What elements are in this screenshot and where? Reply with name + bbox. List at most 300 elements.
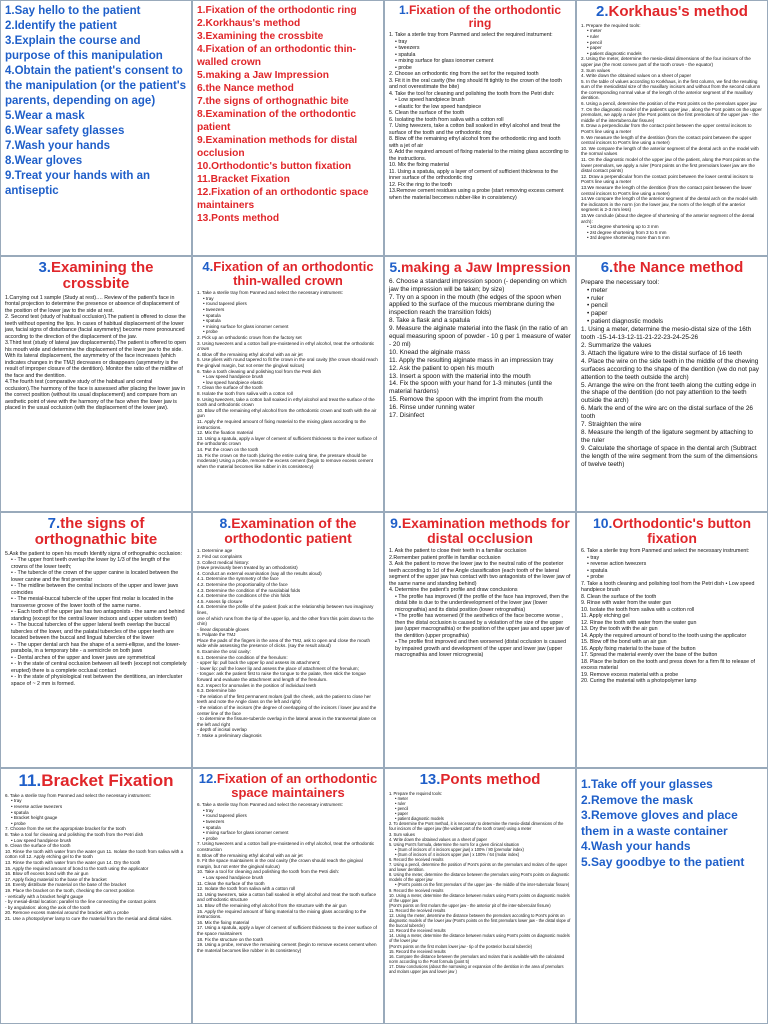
step-line: 9. Record the received results (389, 887, 444, 893)
step-line: 8. Clean the surface of the tooth (581, 593, 657, 600)
list-item (5, 19, 187, 34)
step-line: • patient diagnostic models (587, 318, 664, 326)
list-item (5, 124, 187, 139)
step-line: 19. Remove excess material with a probe (581, 671, 679, 678)
step-line: 15.We conclude (about the degree of shortening of the anterior segment of the dental arch): (581, 212, 755, 224)
step-line: 9. Measure the alginate material into the flask (in the ratio of an equal measuring spoon of powder - 10 g per 1 measure of water - 20 ml) (389, 325, 571, 348)
section-steps (5, 551, 187, 688)
step-line: 11. Apply the resulting alginate mass in an impression tray (389, 356, 554, 364)
list-item (5, 169, 187, 199)
step-line: 21. Use a photopolymer lamp to cure the material from the mesial and distal sides. (5, 915, 173, 921)
step-line: • The profile has worsened (if the aesthetics of the face become worse , then the distal occlusion is caused by a violation of the size of the upper jaw (upper macrognathia) or the position of the upper jaw and upper jaw of the dentition (upper prognathia) (395, 613, 570, 639)
step-line: 5. In the table of values according to Korkhaus, in the first column, we find the resulting sum of the mesiodistal size of the maxillary incisors and without from the second column the corresponding normal value of the length of the anterior segment of the maxillary dentition. (581, 78, 761, 101)
step-line: • probe (203, 329, 218, 335)
step-line: 3. Using tweezers and a cotton ball pre-moistened in ethyl alcohol, treat the orthodontic crown (197, 340, 375, 352)
step-line: 3. Sum values (389, 831, 415, 837)
cell-ponts-method (384, 768, 576, 1024)
item-number: 9. (5, 170, 15, 182)
step-line: 16. Blow off excess bond with the air gun (5, 871, 89, 877)
step-line: • - The upper front teeth overlap the lower by 1/3 of the length of the crowns of the lower teeth; (11, 557, 170, 570)
step-line: 15. Remove the spoon with the imprint from the mouth (389, 396, 543, 404)
step-line: 6. Examine the oral cavity: (197, 649, 251, 655)
step-line: - upper lip: pull back the upper lip and assess its attachment; (197, 660, 321, 666)
step-line: 7. Straighten the wire (581, 421, 642, 429)
step-line: 11. Apply the required amount of fixing material to the mixing glass according to the instructions. (197, 418, 366, 430)
step-line: • - Each tooth of the upper jaw has two antagonists - the same and behind standing (except for the central lower incisors and upper wisdom teeth) (11, 609, 185, 622)
step-line: 17. Draw conclusions (about the narrowing or expansion of the dentition in the area of premolars and molars upper jaw and lower jaw ) (389, 963, 564, 975)
step-line: 2. Summarize the values (581, 342, 652, 349)
list-item (197, 108, 379, 134)
step-line: Place the pads of the fingers in the area of the TMJ, ask to open and close the mouth wide while assessing the presence of clicks. (say the result aloud) (197, 637, 371, 649)
step-line: 6. Using a pencil, determine the position of the Pont points on the premolars upper jaw (581, 101, 757, 107)
item-text: Explain the course and purpose of this manipulation (5, 35, 163, 62)
step-line: 5. Arrange the wire on the front teeth along the cutting edge in the shape of the dentition (do not pay attention to the teeth outside the arch) (581, 381, 757, 405)
step-line: 6.1. Determine the condition of the frenulum: (197, 654, 288, 660)
step-line: • tray (11, 798, 22, 804)
section-steps (197, 290, 379, 469)
step-line: 6. Choose a standard impression spoon (- depending on which jaw the impression will be taken; by size) (389, 277, 567, 293)
step-line: • The profile has improved (if the profile of the face has improved, then the distal bite is due to the underdevelopment of the lower jaw (lower micrognathia) and its distal position (lower retrognathia) (395, 593, 569, 613)
step-line: 4.2. Determine the proportionality of the face (197, 581, 288, 587)
step-line: 8. Take a tool for cleaning and polishing the tooth from the Petri dish (5, 832, 144, 837)
step-line: • reverse active tweezers (11, 804, 63, 810)
section-steps (581, 279, 763, 469)
step-line: 1. Ask the patient to close their teeth in a familiar occlusion (389, 548, 527, 555)
section-title: 2.Korkhaus's method (596, 3, 748, 20)
step-line: • - The buccal tubercles of the upper lateral teeth overlap the buccal tubercles of the lower, and the palatal tubercles of the upper teeth are located between the buccal and lingual tubercles of the lower (11, 622, 174, 641)
item-number: 9. (197, 135, 206, 146)
step-line: • Low speed handpiece brush (203, 875, 264, 880)
step-line: 6. Take a sterile tray from Panmed and select the necessary instrument: (581, 548, 750, 555)
step-line: 2. Second test (study of habitual occlusion).The patient is offered to close the teeth without opening the lips. In cases of habitual displacement of the lower jaw, facial signs of disturbance (facial asymmetry) become more pronounced according to the direction of the displacement of the jaw. (5, 314, 186, 340)
item-text: Fixation of an orthodontic space maintainers (197, 187, 369, 211)
step-line: 13. Dry the tooth with the air gun (581, 626, 658, 633)
section-title: 5.making a Jaw Impression (389, 259, 571, 275)
item-text: Fixation of the orthodontic ring (205, 5, 357, 16)
step-line: • mixing surface for glass ionomer cement (395, 58, 494, 65)
step-line: 6. Take a sterile tray from Panmed and select the necessary instrument: (197, 802, 343, 808)
section-steps (389, 548, 571, 659)
step-line: • - In the state of central occlusion between all teeth (except not completely erupted) there is a complete occlusal contact (11, 661, 187, 674)
step-line: 1. Take a sterile tray from Panmed and select the necessary instrument: (197, 290, 343, 296)
step-line: - tongue: ask the patient first to raise the tongue to the palate, then stick the tongue forward and evaluate the attachment and length of the frenulum. (197, 671, 366, 683)
list-item (581, 808, 763, 839)
step-line: Prepare the necessary tool: (581, 278, 660, 286)
cell-jaw-impression (384, 256, 576, 512)
step-line: 13. Using tweezers, take a cotton ball soaked in ethyl alcohol and treat the tooth surface and orthodontic structure (197, 891, 377, 903)
step-line: • pencil (587, 302, 608, 310)
step-line: 5. Palpate the TMJ (197, 632, 236, 638)
step-line: 1. Determine age (197, 548, 233, 554)
section-steps (389, 791, 571, 974)
cell-orthodontic-patient-exam (192, 512, 384, 768)
step-line: 10. Knead the alginate mass (389, 348, 471, 356)
step-line: 9. Clean the surface of the tooth (5, 843, 71, 849)
list-item (197, 30, 379, 43)
step-line: 4.6. Determine the profile of the patient (look at the relationship between two imaginary lines, (197, 604, 374, 615)
item-text: Wear a mask (14, 110, 85, 122)
step-line: 17. Disinfect (389, 412, 425, 420)
item-text: Wash your hands (591, 839, 691, 853)
step-line: • ruler (395, 800, 406, 806)
section-steps (581, 23, 763, 241)
step-line: - lower lip: pull the lower lip and assess the place of attachment of the frenulum; (197, 665, 359, 671)
list-item (197, 134, 379, 160)
list-item (5, 64, 187, 109)
list-item (581, 855, 763, 871)
item-text: Identify the patient (14, 20, 117, 32)
item-number: 5. (5, 110, 15, 122)
step-line: • (Pont's points on the first premolars of the upper jaw - the middle of the inter-tubercular fissure) (395, 882, 570, 888)
closing-steps-list (581, 777, 763, 870)
list-item (5, 154, 187, 169)
step-line: • - Dental arches of the upper and lower jaws are symmetrical (11, 654, 156, 661)
step-line: • tweezers (203, 819, 225, 825)
step-line: 7. Try on a spoon in the mouth (the edges of the spoon when applied to the surface of the mucous membrane during the inspection reach the transition folds) (389, 293, 562, 317)
step-line: 6. Isolating the tooth from saliva with a cotton roll (389, 116, 504, 123)
list-item (197, 160, 379, 173)
cell-orthodontic-ring (384, 0, 576, 256)
step-line: 9. Rinse with water from the water gun (581, 600, 672, 607)
step-line: 14. Using a meter, determine the distance between molars using Pont's points on diagnostic models of the lower jaw (389, 933, 570, 944)
step-line: 2. To determine the Pont method, it is necessary to determine the mesio-distal dimensions of the four incisors of the upper jaw (the widest part of the tooth crown) using a meter (389, 821, 564, 832)
step-line: 20. Remove excess material around the bracket with a probe (5, 910, 129, 916)
item-number: 2. (581, 792, 592, 807)
step-line: • - The midline between the central incisors of the upper and lower jaws coincides (11, 583, 179, 596)
section-steps (197, 548, 379, 738)
step-line: 15. Fix the crown on the tooth (during the entire curing time, the pressure should be moderate) Using a probe, remove the excess cement (begin to remove excess cement when the material becomes like rubber in its consistency) (197, 452, 373, 469)
list-item (197, 186, 379, 212)
item-text: the Nance method (205, 83, 294, 94)
step-line: • tweezers (203, 307, 225, 313)
step-line: • spatula (587, 567, 608, 574)
step-line: 16. Mix the fixing material (197, 919, 250, 925)
section-steps (5, 793, 187, 922)
step-line: - vertically with a bracket height gauge (5, 893, 84, 899)
step-line: • spatula (203, 318, 221, 324)
item-text: Treat your hands with an antiseptic (5, 170, 151, 197)
item-number: 5. (581, 854, 592, 869)
step-line: 4. Blow off the remaining ethyl alcohol with an air jet (197, 351, 303, 357)
step-line: 3.Third test (study of lateral jaw displacements).The patient is offered to open his mouth wide and determine the displacement of the lower jaw to the side. With its lateral displacement, the asymmetry of the face increases (which indicates changes in the TMJ) decreases or disappears (asymmetry is the result of improper closure of the dentition). Monitor the ratio of the midline of the face and the dentition. (5, 340, 186, 379)
item-text: Say hello to the patient (14, 5, 141, 17)
section-title: 6.the Nance method (600, 259, 744, 276)
step-line: 14. Put the crown on the tooth (197, 446, 259, 452)
step-line: 11. Clean the surface of the tooth (197, 880, 265, 886)
section-steps (581, 548, 763, 685)
step-line: 12. Rinse the tooth with water from the water gun (581, 619, 697, 626)
step-line: - to determine the fissure-tubercle overlap in the lateral areas in the transversal plane on the left and right (197, 716, 377, 727)
step-line: • paper (587, 310, 608, 318)
list-item (581, 777, 763, 793)
step-line: 5.Ask the patient to open his mouth Identify signs of orthognathic occlusion: (5, 550, 182, 557)
step-line: 17. Apply fixing material to the base of the bracket (5, 876, 107, 882)
step-line: 1. Prepare the required tools: (389, 790, 443, 796)
cell-crossbite (0, 256, 192, 512)
step-line: 1. Take a sterile tray from Panmed and select the required instrument: (389, 32, 553, 39)
step-line: 6. Take a tooth cleaning and polishing tool from the Petri dish (197, 368, 322, 374)
step-line: 19. Place the bracket on the tooth, checking the correct position (5, 887, 135, 893)
item-number: 10. (197, 161, 212, 172)
step-line: • probe (395, 64, 412, 71)
item-number: 2. (5, 20, 15, 32)
item-text: Wash your hands (14, 140, 111, 152)
list-item (197, 95, 379, 108)
list-item (581, 839, 763, 855)
step-line: • reverse action tweezers (587, 561, 647, 568)
step-line: 3. Attach the ligature wire to the distal surface of 16 teeth (581, 349, 742, 357)
item-text: Wear safety glasses (14, 125, 125, 137)
list-item (5, 34, 187, 64)
step-line: 5. Clean the surface of the tooth (389, 110, 465, 117)
item-text: making a Jaw Impression (205, 70, 329, 81)
section-title: 4.Fixation of an orthodontic thin-walled crown (202, 259, 374, 288)
step-line: • mixing surface for glass ionomer cement (203, 830, 289, 836)
step-line: 4.1. Determine the symmetry of the face (197, 576, 279, 582)
step-line: 1. Using a meter, determine the mesio-distal size of the 16th tooth -15-14-13-12-11-21-22-23-24-25-26 (581, 326, 752, 342)
step-line: 8. Using the meter, determine the distance between the premolars using Pont's points on diagnostic models of the upper jaw (389, 872, 570, 883)
step-line: • spatula (395, 51, 416, 58)
step-line: 15. Apply the required amount of fixing material to the mixing glass according to the instructions. (197, 908, 367, 920)
step-line: • spatula (11, 809, 29, 815)
step-line: 10. We compare the length of the anterior segment of the dental arch on the model with the normal values (581, 145, 759, 157)
step-line: 10. Isolate the tooth from saliva with a cotton roll (581, 606, 695, 613)
step-line: • tweezers (395, 45, 420, 52)
step-line: • spatula (203, 312, 221, 318)
step-line: 9. Using tweezers, take a cotton ball soaked in ethyl alcohol and treat the surface of the tooth and orthodontic crown (197, 396, 375, 408)
cell-orthognathic-bite (0, 512, 192, 768)
cell-nance-method (576, 256, 768, 512)
item-number: 4. (5, 65, 15, 77)
item-text: Korkhaus's method (205, 18, 301, 29)
step-line: • paper (395, 811, 409, 817)
section-title: 10.Orthodontic's button fixation (592, 515, 752, 546)
step-line: 4. Conduct an external examination (say all the results aloud) (197, 570, 322, 576)
step-line: 11. Using a spatula, apply a layer of cement of sufficient thickness to the inner surface of the orthodontic ring (389, 168, 559, 182)
step-line: • elastic for the low speed handpiece (395, 103, 482, 110)
step-line: • probe (203, 835, 218, 841)
step-line: • probe (587, 574, 604, 581)
step-line: 16. Apply fixing material to the base of the button (581, 645, 696, 652)
item-number: 8. (5, 155, 15, 167)
step-line: 12. Isolate the tooth from saliva with a cotton roll (197, 886, 296, 892)
step-line: 3. Ask the patient to move the lower jaw to the neutral ratio of the posterior teeth according to 1cl of the Angle classification (each tooth of the lateral segment of the upper jaw has contact with two antagonists of the lower jaw of the same name and standing behind) (389, 561, 571, 587)
cell-button-fixation (576, 512, 768, 768)
step-line: 9. Calculate the shortage of space in the dental arch (Subtract the length of the wire segment from the sum of the dimensions of twelve teeth) (581, 444, 758, 468)
step-line: 7. Make a preliminary diagnosis (197, 732, 262, 738)
step-line: • tray (395, 38, 408, 45)
step-line: 6.3. Determine bite (197, 688, 236, 694)
step-line: 2. Using the meter, determine the mesio-distal dimensions of the four incisors of the upper jaw (the most convex part of the tooth crown - the equator) (581, 56, 751, 67)
step-line: • The profile first improved and then worsened (distal occlusion is caused by impaired growth and development of the upper and lower jaw (upper macrognathia and lower micrognesia) (395, 639, 567, 659)
cell-thin-walled-crown (192, 256, 384, 512)
step-line: 7. Choose from the set the appropriate bracket for the tooth (5, 826, 126, 832)
step-line: 11. Apply etching gel (581, 613, 630, 620)
step-line: 4. Determine the patient's profile and draw conclusions (389, 587, 518, 594)
item-number: 1. (581, 777, 592, 791)
item-number: 2. (197, 18, 206, 29)
step-line: 2. Find out complaints (197, 553, 242, 559)
item-text: Say goodbye to the patient (591, 854, 745, 869)
cell-bracket-fixation (0, 768, 192, 1024)
item-text: Examination methods for distal occlusion (197, 135, 358, 159)
list-item (197, 82, 379, 95)
step-line: 12. Fix the ring to the tooth (389, 181, 453, 188)
item-text: Fixation of an orthodontic thin-walled crown (197, 44, 357, 68)
step-line: 7. Using a pencil, determine the position of Pont's points on the premolars and molars of the upper and lower dentition. (389, 862, 568, 873)
step-line: 8. Blow off the remaining ethyl alcohol from the orthodontic ring and tooth with a jet of air (389, 136, 561, 149)
step-line: • paper (587, 45, 602, 51)
step-line: - depth of incisal overlap (197, 727, 247, 733)
list-item (197, 69, 379, 82)
step-line: 6. Take a sterile tray from Panmed and select the necessary instrument: (5, 792, 151, 798)
step-line: 6. Record the received results (389, 856, 444, 862)
step-line: • meter (395, 795, 409, 801)
step-line: 16. Rinse under running water (389, 404, 475, 412)
step-line: 13. Rinse the tooth with water from the water gun 14. Dry the tooth (5, 859, 141, 865)
step-line: 10. Take a tool for cleaning and polishing the tooth from the Petri dish: (197, 869, 340, 875)
step-line: • Low speed handpiece brush (203, 374, 264, 380)
step-line: 13.We measure the length of the dentition (from the contact point between the lower central incisors to Pont's line using a meter) (581, 184, 752, 196)
step-line: 13. Insert a spoon with the material into the mouth (389, 372, 531, 380)
step-line: 6. Mark the end of the wire arc on the distal surface of the 26 tooth (581, 405, 753, 421)
section-title: 12.Fixation of an orthodontic space maintainers (198, 771, 378, 800)
list-item (197, 173, 379, 186)
step-line: 4. Place the wire on the side teeth in the middle of the chewing surfaces according to the shape of the dentition (we do not pay attention to the teeth outside the arch) (581, 357, 759, 381)
step-line: (Pont's points on first molars the upper jaw - the anterior pit of the inter-tubercular fissure) (389, 902, 551, 908)
cell-greeting-steps (0, 0, 192, 256)
step-line: 12. Ask the patient to open his mouth (389, 364, 495, 372)
step-line: 2.Remember patient profile in familiar occlusion (389, 554, 501, 561)
step-line: 2. Pick up an orthodontic crown from the factory set (197, 335, 302, 341)
step-line: • Low speed handpiece brush (395, 97, 465, 104)
step-line: • patient diagnostic models (395, 816, 444, 822)
step-line: 18. Place the button on the tooth and press down for a firm fit to release of excess material (581, 658, 756, 672)
step-line: • (Sum of incisors of 4 incisors upper jaw ) x 100% / 64 (molar index) (395, 851, 520, 857)
item-number: 4. (581, 839, 592, 853)
step-line: 12. Mix the fixation material (197, 430, 253, 436)
step-line: 4.3. Determine the condition of the nasolabial folds (197, 587, 301, 593)
section-steps (389, 278, 571, 420)
step-line: 5. Using Pont's formula, determine the norm for a given clinical situation (389, 841, 520, 847)
cell-space-maintainers (192, 768, 384, 1024)
step-line: 15. Blow off the bond with an air gun (581, 639, 667, 646)
step-line: 6.2. Inspect for anomalies in the position of individual teeth (197, 682, 317, 688)
step-line: 18. Evenly distribute the material on the base of the bracket (5, 882, 127, 888)
list-item (197, 4, 379, 17)
step-line: 3. Sum values (581, 67, 611, 73)
item-text: Remove gloves and place them in a waste container (581, 808, 738, 838)
step-line: 12. Draw a perpendicular from the contact point between the lower central incisors to Pont's line using a meter (581, 173, 754, 185)
step-line: 4.The fourth test (comparative study of the habitual and central occlusion).The harmony of the face is assessed after placing the lower jaw in the correct position (without its usual displacement) and compare from an aesthetic point of view with the harmony of the face when the lower jaw is placed in the usual occlusion (with the displacement of the lower jaw). (5, 379, 186, 411)
section-steps (389, 32, 571, 201)
step-line: 7. On the diagnostic model of the patient's upper jaw , along the Pont points on the upper premolars, we apply a ruler (the Pont points on the first premolars of the upper jaw - the middle of the intertubercular fissure) (581, 106, 762, 123)
step-line: • 2st degree shortening from 3 to 5 mm (587, 229, 667, 235)
step-line: 14. Apply the required amount of bond to the tooth using the applicator (581, 632, 747, 639)
item-number: 6. (5, 125, 15, 137)
step-line: • ruler (587, 294, 604, 302)
section-title: 8.Examination of the orthodontic patient (219, 515, 357, 546)
item-number: 5. (197, 70, 206, 81)
step-line: 3. Fit it in the oral cavity (the ring should fit tightly to the crown of the tooth and not overestimate the bite) (389, 77, 562, 91)
step-line: 17. Spread the material evenly over the base of the button (581, 652, 718, 659)
list-item (5, 4, 187, 19)
list-item (197, 43, 379, 69)
item-text: Take off your glasses (591, 777, 713, 791)
section-title: 1.Fixation of the orthodontic ring (399, 3, 561, 30)
item-text: Examining the crossbite (205, 31, 324, 42)
step-line: • (Sum of incisors of 4 incisors upper jaw) x 100% / 80 (premolar index) (395, 846, 524, 852)
section-title: 11.Bracket Fixation (18, 771, 174, 790)
item-number: 13. (197, 213, 212, 224)
step-line: 7. Take a tooth cleaning and polishing tool from the Petri dish • Low speed handpiece brush (581, 580, 755, 594)
step-line: 4. Write down the obtained values on a sheet of paper (389, 836, 488, 842)
step-line: 1.Carrying out 1 sample (Study at rest)…. Review of the patient's face in frontal projection to determine the presence or absence of displacement of the position of the lower jaw to the side at rest. (5, 294, 180, 314)
item-number: 8. (197, 109, 206, 120)
item-number: 4. (197, 44, 206, 55)
section-steps (5, 295, 187, 412)
step-line: • - In the state of physiological rest between the dentitions, an intercluster space of ~ 2 mm is formed. (11, 674, 183, 687)
item-number: 7. (5, 140, 15, 152)
item-number: 3. (581, 808, 592, 822)
step-line: 8. Take a flask and a spatula (389, 317, 470, 325)
toc-list (197, 4, 379, 225)
item-number: 11. (197, 174, 211, 185)
step-line: 5. Use pliers with round tapered to fit the crown in the oral cavity (the crown should reach the gingival margin, but not enter the gingival sulcus) (197, 357, 378, 368)
step-line: 8. Measure the length of the ligature segment by attaching to the ruler (581, 428, 753, 444)
step-line: • round tapered pliers (203, 301, 247, 307)
step-line: • mixing surface for glass ionomer cement (203, 323, 289, 329)
item-text: Wear gloves (14, 155, 83, 167)
step-line: • 3rd degree shortening more than 5 mm (587, 235, 670, 241)
step-line: • ruler (587, 33, 600, 39)
step-line: - by mesial-distal location: parallel to the line connecting the contact points (5, 899, 156, 905)
list-item (197, 17, 379, 30)
step-line: - linear disposable gloves (197, 626, 249, 632)
step-line: 9. Add the required amount of fixing material to the mixing glass according to the instructions. (389, 149, 569, 162)
step-line: - the relation of the first permanent molars (pull the cheek, ask the patient to close her teeth and note the Angle class on the left and right) (197, 693, 371, 705)
step-line: 13. Using a spatula, apply a layer of cement of sufficient thickness to the inner surface of the orthodontic crown (197, 435, 377, 447)
step-line: 16. Compare the distance between the premolars and molars that is available with the calculated norm according to the Pont formula (point 5) (389, 953, 565, 964)
step-line: - the relation of the incisors (the degree of overlapping of the incisors / lower jaw and the center line of the face (197, 705, 377, 716)
step-line: • pencil (395, 806, 409, 812)
item-number: 1. (5, 5, 15, 17)
step-line: 11. Record the received results (389, 907, 446, 913)
step-line: 14.We compare the length of the anterior segment of the dental arch on the model with the indicators in the norm (on the lower jaw, the norm of the length of the anterior segment is 2-3 mm less) (581, 196, 758, 213)
section-title: 13.Ponts method (419, 771, 541, 788)
item-text: Remove the mask (591, 792, 694, 807)
cell-korkhaus-method (576, 0, 768, 256)
step-line: • - The upper dental arch has the shape of a semi-ellipse, and the lower-parabola, in a temporary bite - a semicircle on both jaws (11, 641, 181, 654)
step-line: 10. Mix the fixing material (389, 162, 450, 169)
step-line: • pencil (587, 39, 602, 45)
step-line: 13. Record the received results (389, 928, 446, 934)
step-line: • spatula (203, 824, 221, 830)
step-line: 20. Curing the material with a photopolymer lamp (581, 678, 697, 685)
item-text: Ponts method (211, 213, 280, 224)
step-line: 7. Using tweezers, take a cotton ball soaked in ethyl alcohol and treat the surface of the tooth and the orthodontic ring (389, 123, 561, 136)
step-line: 8. Isolate the tooth from saliva with a cotton roll (197, 390, 293, 396)
cell-table-of-contents (192, 0, 384, 256)
section-steps (197, 802, 379, 953)
cell-distal-occlusion (384, 512, 576, 768)
list-item (5, 139, 187, 154)
step-line: • tray (587, 554, 600, 561)
list-item (581, 793, 763, 809)
step-line: 9. We measure the length of the dentition (from the contact point between the upper central incisors to Pont's line using a meter) (581, 134, 752, 146)
step-line: 1. Prepare the required tools: (581, 22, 641, 28)
step-line: 7. Clean the surface of the tooth (197, 385, 263, 391)
